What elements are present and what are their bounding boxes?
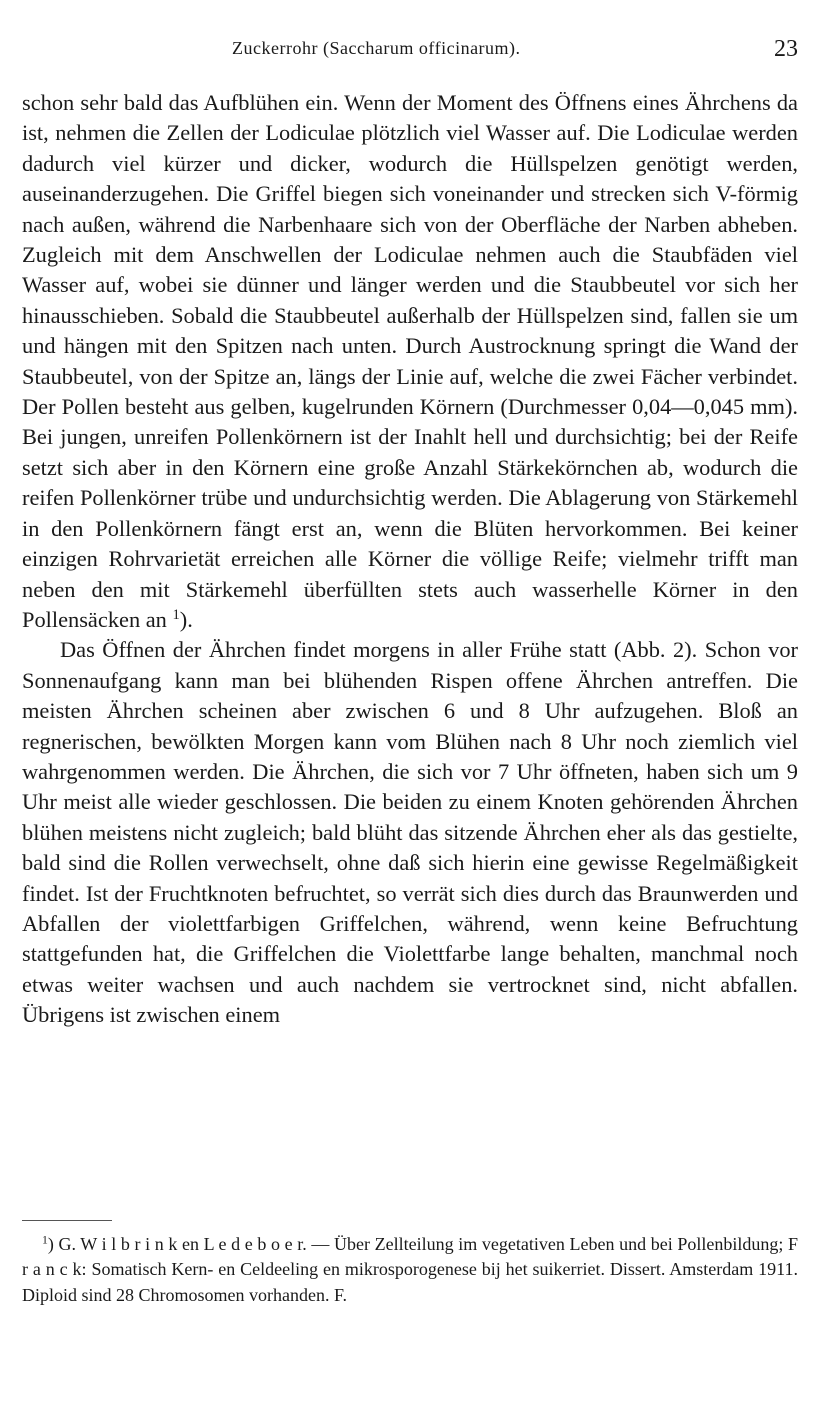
paragraph-1-text: schon sehr bald das Aufblühen ein. Wenn der Moment des Öffnens eines Ährchens da ist, nehmen die Zellen der Lodiculae plötzlich viel Wasser auf. Die Lodiculae werden dadurch viel kürzer und dicker, wodurch die Hüllspelzen genötigt werden, auseinanderzugehen. Die Griffel biegen sich voneinander und strecken sich V-förmig nach außen, während die Narbenhaare sich von der Oberfläche der Narben abheben. Zugleich mit dem Anschwellen der Lodiculae nehmen auch die Staubfäden viel Wasser auf, wobei sie dünner und länger werden und die Staubbeutel vor sich her hinausschieben. Sobald die Staubbeutel außerhalb der Hüllspelzen sind, fallen sie um und hängen mit den Spitzen nach unten. Durch Austrocknung springt die Wand der Staubbeutel, von der Spitze an, längs der Linie auf, welche die zwei Fächer verbindet. Der Pollen besteht aus gelben, kugelrunden Körnern (Durchmesser 0,04—0,045 mm). Bei jungen, unreifen Pollenkörnern ist der Inahlt hell und durchsichtig; bei der Reife setzt sich aber in den Körnern eine große Anzahl Stärkekörnchen ab, wodurch die reifen Pollenkörner trübe und undurchsichtig werden. Die Ablagerung von Stärkemehl in den Pollenkörnern fängt erst an, wenn die Blüten hervorkommen. Bei keiner einzigen Rohrvarietät erreichen alle Körner die völlige Reife; vielmehr trifft man neben den mit Stärkemehl überfüllten stets auch wasserhelle Körner in den Pollensäcken an	[22, 90, 798, 632]
footnotes	[22, 1232, 798, 1308]
running-head	[0, 36, 830, 64]
paragraph-2: Das Öffnen der Ährchen findet morgens in aller Frühe statt (Abb. 2). Schon vor Sonnenaufgang kann man bei blühenden Rispen offene Ährchen antreffen. Die meisten Ährchen scheinen aber zwischen 6 und 8 Uhr aufzugehen. Bloß an regnerischen, bewölkten Morgen kann vom Blühen nach 8 Uhr noch ziemlich viel wahrgenommen werden. Die Ährchen, die sich vor 7 Uhr öffneten, haben sich um 9 Uhr meist alle wieder geschlossen. Die beiden zu einem Knoten gehörenden Ährchen blühen meistens nicht zugleich; bald blüht das sitzende Ährchen eher als das gestielte, bald sind die Rollen verwechselt, ohne daß sich hierin eine gewisse Regelmäßigkeit findet. Ist der Fruchtknoten befruchtet, so verrät sich dies durch das Braunwerden und Abfallen der violettfarbigen Griffelchen, während, wenn keine Befruchtung stattgefunden hat, die Griffelchen die Violettfarbe lange behalten, manchmal noch etwas weiter wachsen und auch nachdem sie vertrocknet sind, nicht abfallen. Übrigens ist zwischen einem	[22, 637, 798, 1028]
footnote-text: ) G. W i l b r i n k en L e d e b o e r. — Über Zellteilung im vegetativen Leben und bei Pollenbildung; F r a n c k: Somatisch Kern- en Celdeeling en mikrosporogenese bij het suikerriet. Dissert. Amsterdam 1911. Diploid sind 28 Chromosomen vorhanden. F.	[22, 1234, 798, 1305]
body-text	[22, 88, 798, 1031]
footnote-marker: 1	[42, 1233, 48, 1247]
footnote-reference: 1	[172, 606, 180, 623]
page-number: 23	[774, 36, 798, 62]
footnote-divider	[22, 1220, 112, 1221]
running-title: Zuckerrohr (Saccharum officinarum).	[232, 38, 521, 58]
paragraph-1	[22, 88, 798, 635]
footnote-1	[22, 1232, 798, 1308]
paragraph-1-end: ).	[179, 606, 193, 632]
